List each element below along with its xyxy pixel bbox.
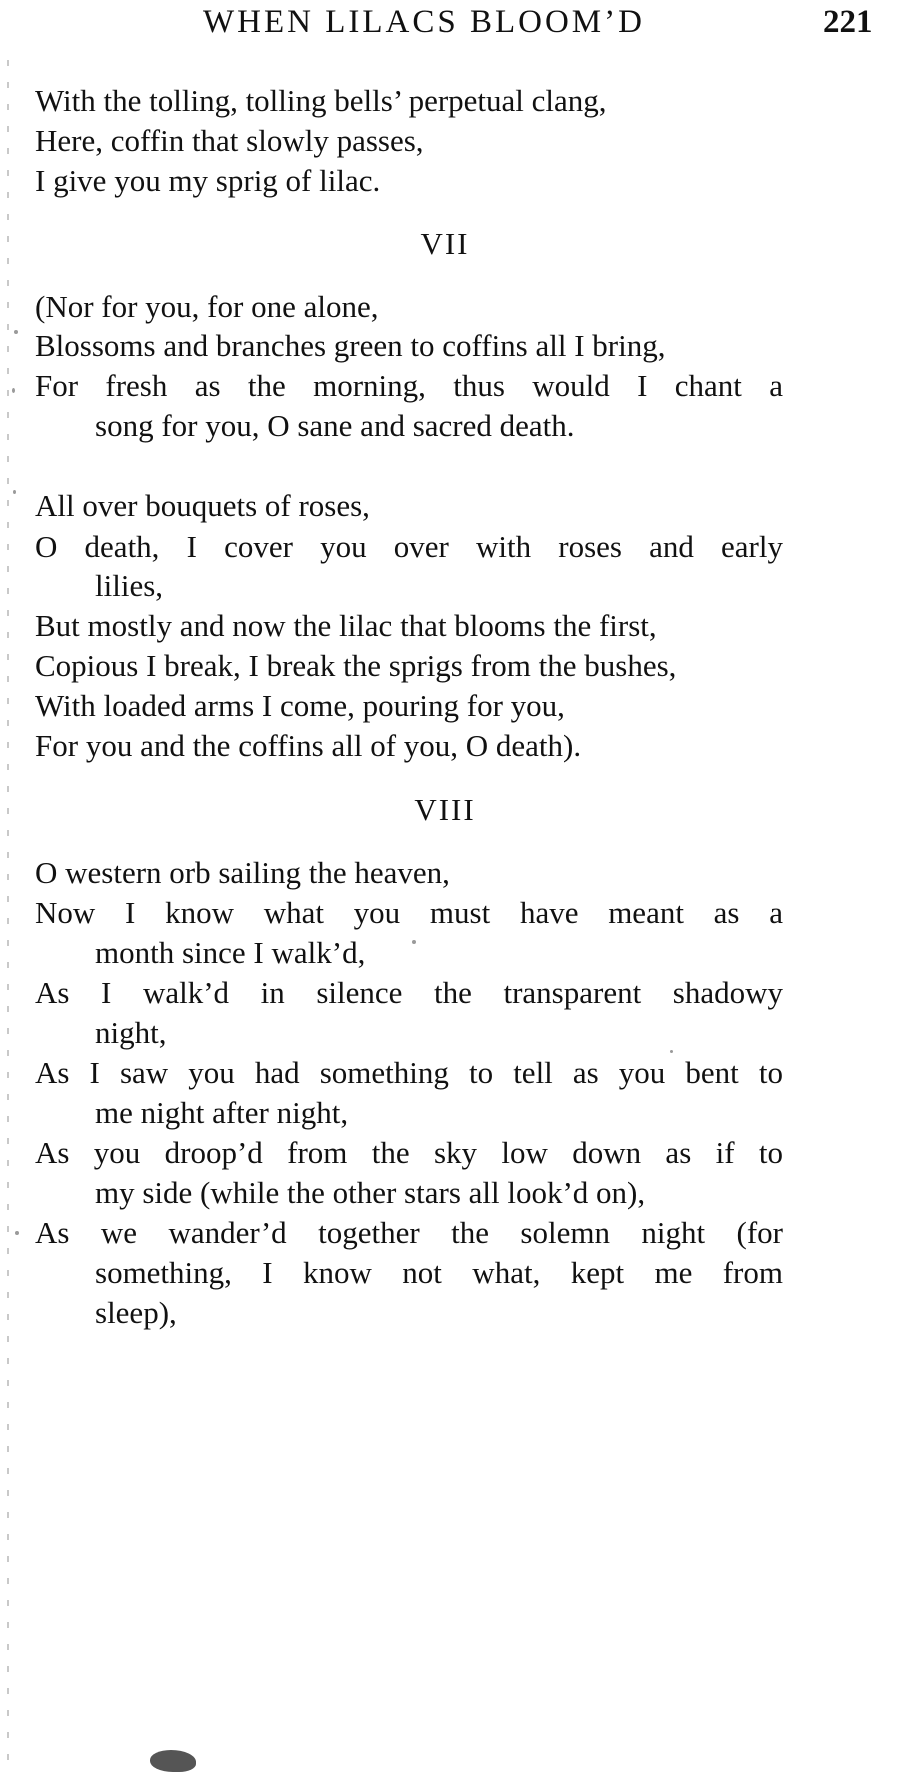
poem-line: For fresh as the morning, thus would I chant a	[35, 368, 783, 403]
poem-line-continuation: lilies,	[95, 568, 164, 603]
scan-speck	[15, 1231, 19, 1235]
scan-smudge	[150, 1750, 196, 1772]
poem-line: Copious I break, I break the sprigs from the bushes,	[35, 648, 677, 683]
poem-line: O western orb sailing the heaven,	[35, 855, 450, 890]
scan-speck	[12, 388, 15, 393]
poem-line: With the tolling, tolling bells’ perpetual clang,	[35, 83, 607, 118]
poem-line-continuation: night,	[95, 1015, 167, 1050]
poem-line: (Nor for you, for one alone,	[35, 289, 379, 324]
poem-line: As we wander’d together the solemn night (for	[35, 1215, 783, 1250]
section-heading-viii: VIII	[414, 792, 476, 827]
poem-line: Blossoms and branches green to coffins all I bring,	[35, 328, 666, 363]
poem-line-continuation: my side (while the other stars all look’d on),	[95, 1175, 646, 1210]
page-number: 221	[823, 4, 873, 40]
poem-line: As you droop’d from the sky low down as if to	[35, 1135, 783, 1170]
poem-line: I give you my sprig of lilac.	[35, 163, 381, 198]
scan-speck	[14, 330, 18, 334]
scan-speck	[670, 1050, 673, 1053]
poem-line: Now I know what you must have meant as a	[35, 895, 783, 930]
poem-line: As I saw you had something to tell as you bent to	[35, 1055, 783, 1090]
scan-speck	[412, 940, 416, 944]
poem-line: With loaded arms I come, pouring for you,	[35, 688, 565, 723]
poem-line-continuation: something, I know not what, kept me from	[95, 1255, 783, 1290]
poem-line: O death, I cover you over with roses and early	[35, 529, 783, 564]
poem-line: All over bouquets of roses,	[35, 488, 370, 523]
section-heading-vii: VII	[420, 226, 470, 261]
running-header-title: WHEN LILACS BLOOM’D	[203, 4, 645, 40]
page-edge-shadow	[7, 60, 9, 1760]
scan-speck	[13, 490, 16, 494]
poem-line: For you and the coffins all of you, O death).	[35, 728, 582, 763]
poem-line-continuation: sleep),	[95, 1295, 177, 1330]
poem-line: Here, coffin that slowly passes,	[35, 123, 424, 158]
poem-line: But mostly and now the lilac that blooms the first,	[35, 608, 657, 643]
poem-line: As I walk’d in silence the transparent shadowy	[35, 975, 783, 1010]
poem-line-continuation: me night after night,	[95, 1095, 349, 1130]
poem-line-continuation: month since I walk’d,	[95, 935, 366, 970]
poem-line-continuation: song for you, O sane and sacred death.	[95, 408, 575, 443]
